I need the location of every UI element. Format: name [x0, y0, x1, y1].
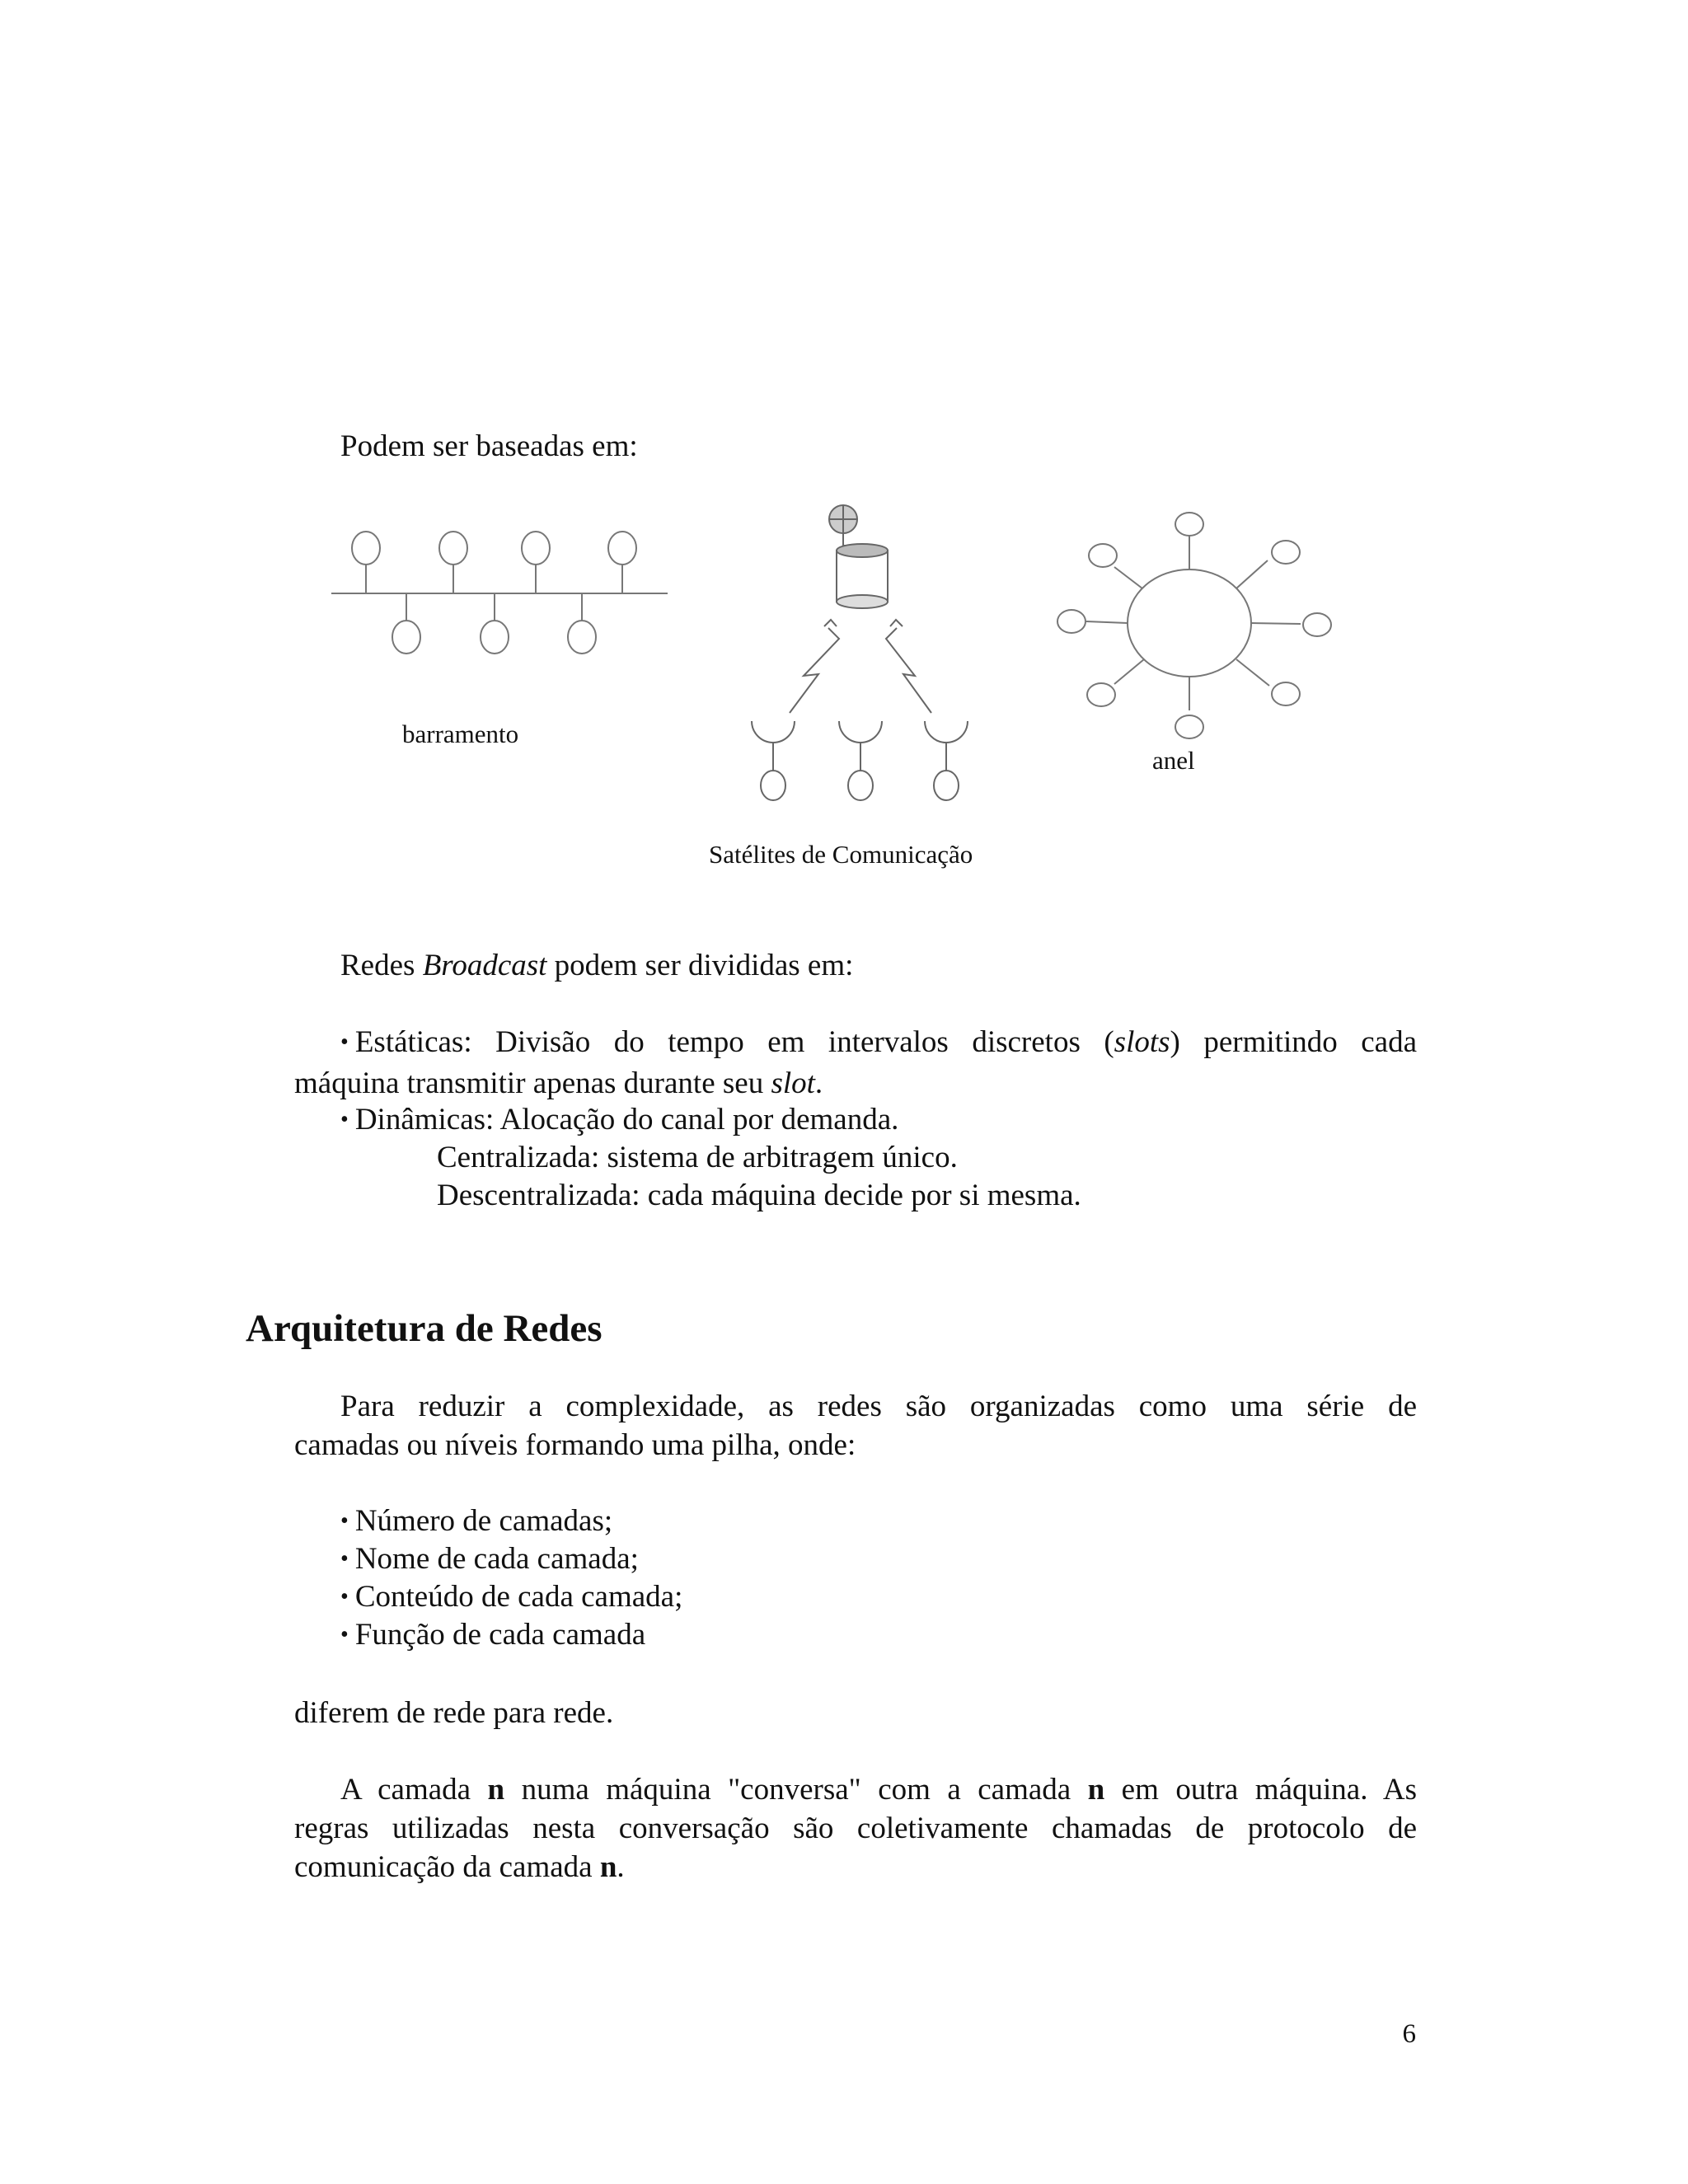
centralized-item: Centralizada: sistema de arbitragem único. — [437, 1141, 958, 1174]
decentralized-item: Descentralizada: cada máquina decide por si mesma. — [437, 1179, 1081, 1212]
ring-center — [1128, 569, 1251, 677]
ring-node — [1303, 613, 1331, 636]
bus-node — [352, 532, 380, 565]
list-item: • Nome de cada camada; — [340, 1540, 639, 1581]
dynamic-allocation-item: • Dinâmicas: Alocação do canal por demanda. — [340, 1100, 898, 1141]
caption-ring: anel — [1152, 746, 1195, 775]
ring-node — [1087, 683, 1115, 706]
ring-node — [1175, 715, 1203, 738]
satellite-topology — [752, 505, 968, 800]
bus-node — [522, 532, 550, 565]
static-line-1: • Estáticas: Divisão do tempo em intervalos discretos (slots) permitindo cada — [294, 1023, 1417, 1064]
satellite-receiver-node — [848, 771, 873, 800]
paragraph-line: A camada n numa máquina "conversa" com a camada n em outra máquina. As — [340, 1773, 1417, 1807]
intro-text: Podem ser baseadas em: — [340, 429, 638, 463]
static-allocation-item — [294, 1023, 1417, 1103]
ring-node — [1089, 544, 1117, 567]
paragraph-line: comunicação da camada n. — [294, 1850, 625, 1884]
ring-node — [1272, 682, 1300, 705]
paragraph-line: regras utilizadas nesta conversação são coletivamente chamadas de protocolo de — [294, 1811, 1417, 1845]
architecture-paragraph — [294, 1387, 1417, 1465]
ring-topology — [1057, 513, 1331, 738]
static-line-2: máquina transmitir apenas durante seu slot. — [294, 1066, 823, 1100]
caption-bus: barramento — [402, 719, 519, 748]
bus-topology — [331, 532, 668, 654]
list-item: • Função de cada camada — [340, 1615, 645, 1657]
satellite-receiver-node — [934, 771, 959, 800]
ring-node — [1175, 513, 1203, 536]
caption-satellite: Satélites de Comunicação — [709, 840, 973, 869]
section-title: Arquitetura de Redes — [246, 1307, 603, 1350]
paragraph-line: Para reduzir a complexidade, as redes são organizadas como uma série de — [340, 1390, 1417, 1423]
network-topology-diagram — [0, 0, 1688, 907]
bus-node — [568, 621, 596, 654]
bus-node — [608, 532, 636, 565]
paragraph-line: camadas ou níveis formando uma pilha, onde: — [294, 1428, 856, 1462]
ring-node — [1057, 610, 1085, 633]
ring-node — [1272, 541, 1300, 564]
bus-node — [439, 532, 467, 565]
list-item: • Conteúdo de cada camada; — [340, 1577, 682, 1619]
list-item: • Número de camadas; — [340, 1502, 612, 1543]
protocol-paragraph — [294, 1770, 1417, 1886]
bus-node — [392, 621, 420, 654]
broadcast-intro: Redes Broadcast podem ser divididas em: — [340, 949, 854, 982]
satellite-icon — [837, 551, 888, 602]
differ-text: diferem de rede para rede. — [294, 1696, 614, 1730]
page-number: 6 — [1402, 2019, 1416, 2049]
bus-node — [481, 621, 509, 654]
satellite-receiver-node — [761, 771, 785, 800]
